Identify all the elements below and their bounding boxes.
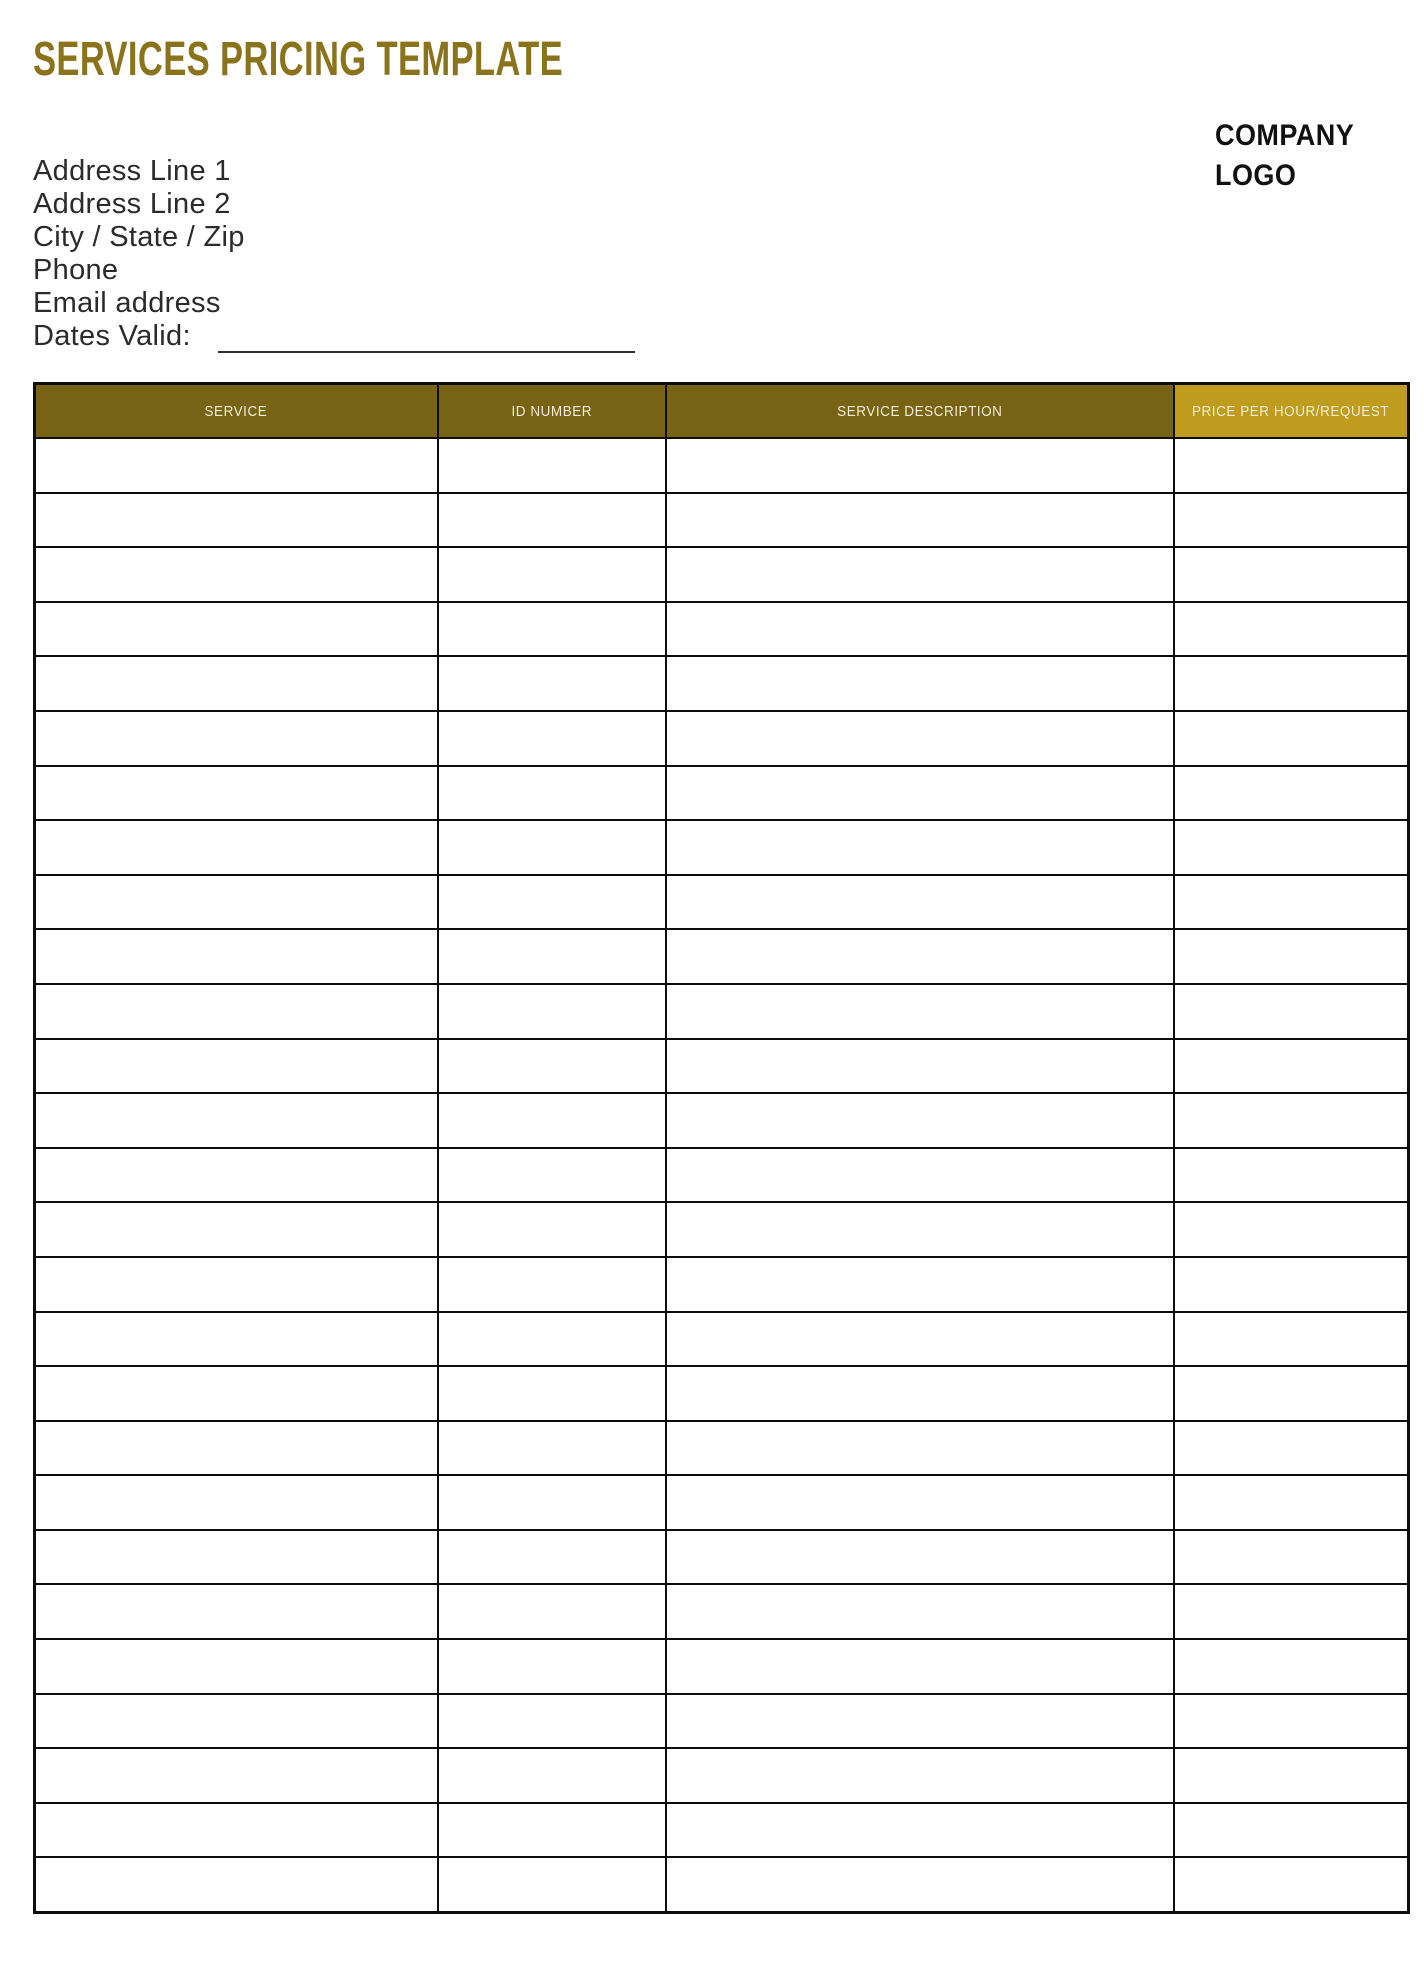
table-cell bbox=[438, 1803, 666, 1858]
table-cell bbox=[35, 1857, 438, 1912]
table-cell bbox=[666, 1530, 1174, 1585]
table-cell bbox=[438, 929, 666, 984]
table-cell bbox=[35, 1366, 438, 1421]
table-cell bbox=[1174, 1312, 1409, 1367]
table-cell bbox=[438, 1748, 666, 1803]
table-body bbox=[35, 438, 1409, 1913]
table-cell bbox=[35, 984, 438, 1039]
table-cell bbox=[1174, 984, 1409, 1039]
table-row bbox=[35, 438, 1409, 493]
column-header-id-number bbox=[438, 384, 666, 439]
table-cell bbox=[1174, 875, 1409, 930]
table-cell bbox=[666, 1748, 1174, 1803]
table-cell bbox=[35, 656, 438, 711]
table-cell bbox=[1174, 1148, 1409, 1203]
table-cell bbox=[1174, 820, 1409, 875]
table-cell bbox=[666, 1039, 1174, 1094]
table-cell bbox=[666, 1639, 1174, 1694]
dates-valid-line bbox=[33, 320, 635, 353]
table-cell bbox=[35, 1312, 438, 1367]
table-cell bbox=[35, 1475, 438, 1530]
table-row bbox=[35, 1202, 1409, 1257]
table-row bbox=[35, 1148, 1409, 1203]
table-cell bbox=[666, 656, 1174, 711]
table-cell bbox=[438, 547, 666, 602]
table-cell bbox=[666, 1093, 1174, 1148]
contact-block bbox=[33, 155, 635, 353]
phone-line: Phone bbox=[33, 254, 119, 286]
table-cell bbox=[666, 438, 1174, 493]
table-cell bbox=[666, 1366, 1174, 1421]
table-cell bbox=[666, 766, 1174, 821]
table-cell bbox=[35, 766, 438, 821]
table-cell bbox=[438, 438, 666, 493]
table-row bbox=[35, 1584, 1409, 1639]
table-cell bbox=[35, 547, 438, 602]
table-cell bbox=[35, 1803, 438, 1858]
table-cell bbox=[438, 1694, 666, 1749]
table-row bbox=[35, 1366, 1409, 1421]
table-cell bbox=[35, 1530, 438, 1585]
table-cell bbox=[1174, 766, 1409, 821]
table-cell bbox=[438, 1366, 666, 1421]
city-state-zip: City / State / Zip bbox=[33, 221, 245, 253]
table-cell bbox=[666, 1584, 1174, 1639]
table-cell bbox=[35, 1257, 438, 1312]
table-cell bbox=[438, 1202, 666, 1257]
table-row bbox=[35, 1857, 1409, 1912]
table-row bbox=[35, 656, 1409, 711]
company-logo bbox=[1215, 116, 1370, 196]
column-header-service-label: SERVICE bbox=[204, 402, 268, 420]
email-line: Email address bbox=[33, 287, 221, 319]
table-cell bbox=[438, 1857, 666, 1912]
pricing-table-container bbox=[33, 382, 1407, 1914]
company-logo-line1: COMPANY bbox=[1215, 119, 1355, 152]
table-cell bbox=[438, 711, 666, 766]
table-cell bbox=[666, 929, 1174, 984]
table-cell bbox=[35, 711, 438, 766]
table-cell bbox=[666, 602, 1174, 657]
table-cell bbox=[438, 1312, 666, 1367]
table-cell bbox=[1174, 1475, 1409, 1530]
table-row bbox=[35, 1803, 1409, 1858]
table-cell bbox=[1174, 493, 1409, 548]
table-row bbox=[35, 602, 1409, 657]
table-cell bbox=[438, 766, 666, 821]
column-header-service-description-label: SERVICE DESCRIPTION bbox=[836, 402, 1003, 420]
table-row bbox=[35, 1257, 1409, 1312]
table-row bbox=[35, 1639, 1409, 1694]
table-cell bbox=[35, 929, 438, 984]
table-cell bbox=[666, 1694, 1174, 1749]
table-cell bbox=[1174, 1694, 1409, 1749]
table-cell bbox=[438, 1475, 666, 1530]
table-cell bbox=[666, 1803, 1174, 1858]
page-title-text: SERVICES PRICING TEMPLATE bbox=[33, 33, 564, 86]
table-row bbox=[35, 766, 1409, 821]
table-cell bbox=[1174, 1639, 1409, 1694]
table-cell bbox=[35, 602, 438, 657]
table-cell bbox=[35, 1639, 438, 1694]
table-cell bbox=[666, 875, 1174, 930]
table-row bbox=[35, 1421, 1409, 1476]
column-header-service-description bbox=[666, 384, 1174, 439]
table-cell bbox=[666, 1312, 1174, 1367]
table-cell bbox=[1174, 547, 1409, 602]
table-cell bbox=[35, 1093, 438, 1148]
table-cell bbox=[35, 1421, 438, 1476]
table-cell bbox=[35, 438, 438, 493]
table-cell bbox=[35, 1039, 438, 1094]
table-cell bbox=[1174, 656, 1409, 711]
table-cell bbox=[1174, 1039, 1409, 1094]
table-header-row bbox=[35, 384, 1409, 439]
column-header-price-label: PRICE PER HOUR/REQUEST bbox=[1192, 402, 1390, 420]
table-cell bbox=[438, 1639, 666, 1694]
table-cell bbox=[1174, 438, 1409, 493]
table-cell bbox=[666, 711, 1174, 766]
table-cell bbox=[1174, 929, 1409, 984]
table-cell bbox=[666, 1257, 1174, 1312]
table-cell bbox=[438, 1148, 666, 1203]
table-row bbox=[35, 820, 1409, 875]
table-cell bbox=[438, 1039, 666, 1094]
table-cell bbox=[666, 1421, 1174, 1476]
table-cell bbox=[438, 1421, 666, 1476]
table-row bbox=[35, 1039, 1409, 1094]
table-cell bbox=[35, 493, 438, 548]
table-cell bbox=[1174, 1257, 1409, 1312]
table-cell bbox=[666, 1475, 1174, 1530]
table-cell bbox=[1174, 1530, 1409, 1585]
table-cell bbox=[438, 1530, 666, 1585]
pricing-table bbox=[33, 382, 1410, 1914]
table-cell bbox=[1174, 711, 1409, 766]
table-row bbox=[35, 929, 1409, 984]
table-cell bbox=[666, 820, 1174, 875]
table-cell bbox=[35, 1202, 438, 1257]
table-cell bbox=[666, 1857, 1174, 1912]
table-cell bbox=[438, 493, 666, 548]
table-cell bbox=[666, 1148, 1174, 1203]
address-line-2: Address Line 2 bbox=[33, 188, 231, 220]
table-row bbox=[35, 1694, 1409, 1749]
table-cell bbox=[666, 493, 1174, 548]
company-logo-line2: LOGO bbox=[1215, 159, 1297, 192]
table-cell bbox=[666, 1202, 1174, 1257]
table-cell bbox=[1174, 1202, 1409, 1257]
table-cell bbox=[666, 984, 1174, 1039]
table-cell bbox=[666, 547, 1174, 602]
table-cell bbox=[35, 1148, 438, 1203]
table-cell bbox=[438, 1584, 666, 1639]
table-cell bbox=[1174, 1857, 1409, 1912]
table-cell bbox=[35, 820, 438, 875]
address-line-1: Address Line 1 bbox=[33, 155, 231, 187]
table-cell bbox=[438, 1093, 666, 1148]
table-cell bbox=[438, 984, 666, 1039]
column-header-id-number-label: ID NUMBER bbox=[511, 402, 592, 420]
column-header-service bbox=[35, 384, 438, 439]
table-cell bbox=[35, 1694, 438, 1749]
dates-valid-fillin-blank bbox=[218, 325, 635, 353]
table-row bbox=[35, 547, 1409, 602]
table-cell bbox=[1174, 1748, 1409, 1803]
table-row bbox=[35, 1530, 1409, 1585]
table-row bbox=[35, 1093, 1409, 1148]
table-row bbox=[35, 493, 1409, 548]
table-cell bbox=[1174, 1421, 1409, 1476]
table-cell bbox=[438, 1257, 666, 1312]
table-cell bbox=[35, 1584, 438, 1639]
table-row bbox=[35, 1475, 1409, 1530]
table-row bbox=[35, 875, 1409, 930]
table-cell bbox=[1174, 1584, 1409, 1639]
dates-valid-label: Dates Valid: bbox=[33, 320, 191, 352]
table-row bbox=[35, 1312, 1409, 1367]
table-row bbox=[35, 1748, 1409, 1803]
table-cell bbox=[1174, 602, 1409, 657]
table-cell bbox=[438, 820, 666, 875]
table-row bbox=[35, 984, 1409, 1039]
table-cell bbox=[438, 602, 666, 657]
table-cell bbox=[35, 1748, 438, 1803]
table-row bbox=[35, 711, 1409, 766]
table-cell bbox=[1174, 1366, 1409, 1421]
table-cell bbox=[438, 875, 666, 930]
table-cell bbox=[1174, 1803, 1409, 1858]
table-cell bbox=[438, 656, 666, 711]
table-cell bbox=[1174, 1093, 1409, 1148]
column-header-price-per-hour-request bbox=[1174, 384, 1409, 439]
page-title bbox=[33, 33, 769, 86]
table-cell bbox=[35, 875, 438, 930]
